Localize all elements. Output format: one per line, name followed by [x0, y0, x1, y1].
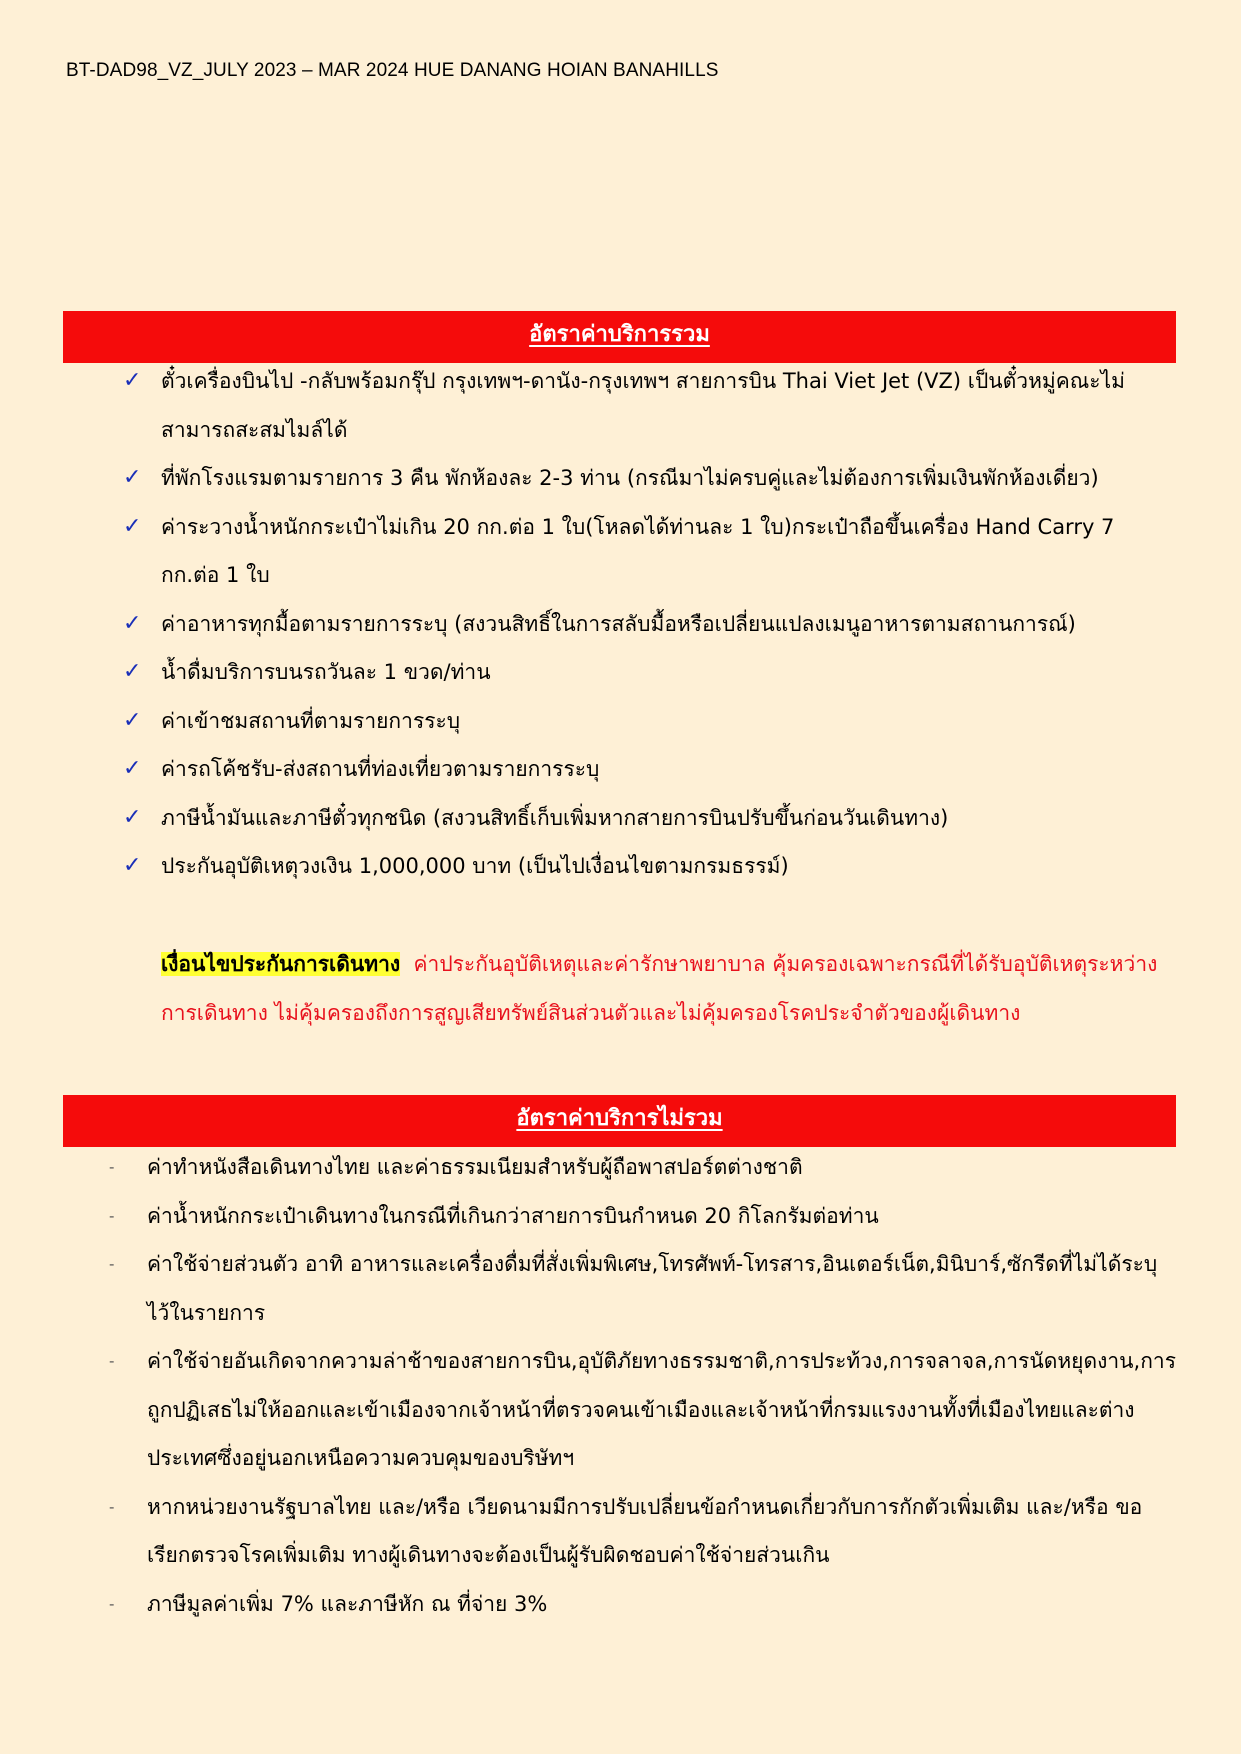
list-item-text: ค่าเข้าชมสถานที่ตามรายการระบุ [161, 708, 461, 733]
check-icon: ✓ [123, 756, 142, 781]
check-icon: ✓ [123, 707, 142, 733]
list-item-text: ประกันอุบัติเหตุวงเงิน 1,000,000 บาท (เป็นไปเงื่อนไขตามกรมธรรม์) [161, 854, 789, 878]
check-icon: ✓ [123, 513, 142, 539]
list-item-text: ค่าทำหนังสือเดินทางไทย และค่าธรรมเนียมสำหรับผู้ถือพาสปอร์ตต่างชาติ [147, 1155, 803, 1179]
list-item-text: ภาษีน้ำมันและภาษีตั๋วทุกชนิด (สงวนสิทธิ์เก็บเพิ่มหากสายการบินปรับขึ้นก่อนวันเดินทาง) [161, 805, 949, 830]
list-item [123, 648, 1176, 697]
list-item [109, 1143, 1177, 1192]
list-item [109, 1192, 1177, 1241]
list-item [123, 357, 1176, 454]
list-item [123, 600, 1176, 649]
insurance-condition [161, 940, 1176, 1037]
list-item-text: ค่าใช้จ่ายอันเกิดจากความล่าช้าของสายการบิน,อุบัติภัยทางธรรมชาติ,การประท้วง,การจลาจล,การนัดหยุดงาน,การถูกปฏิเสธไม่ให้ออกและเข้าเมืองจากเจ้าหน้าที่ตรวจคนเข้าเมืองและเจ้าหน้าที่กรมแรงงานทั้งที่เมืองไทยและต่างประเทศซึ่งอยู่นอกเหนือความควบคุมของบริษัทฯ [147, 1349, 1176, 1470]
check-icon: ✓ [123, 610, 142, 636]
insurance-condition-label: เงื่อนไขประกันการเดินทาง [161, 952, 401, 976]
list-item [109, 1483, 1177, 1580]
included-section-header [63, 311, 1176, 363]
included-title: อัตราค่าบริการรวม [529, 322, 710, 347]
excluded-list [109, 1143, 1177, 1628]
list-item-text: ค่าน้ำหนักกระเป๋าเดินทางในกรณีที่เกินกว่าสายการบินกำหนด 20 กิโลกรัมต่อท่าน [147, 1203, 879, 1228]
list-item-text: ค่ารถโค้ชรับ-ส่งสถานที่ท่องเที่ยวตามรายการระบุ [161, 757, 600, 781]
list-item-text: ที่พักโรงแรมตามรายการ 3 คืน พักห้องละ 2-3 ท่าน (กรณีมาไม่ครบคู่และไม่ต้องการเพิ่มเงินพักห้องเดี่ยว) [161, 466, 1099, 490]
list-item-text: ค่าระวางน้ำหนักกระเป๋าไม่เกิน 20 กก.ต่อ 1 ใบ(โหลดได้ท่านละ 1 ใบ)กระเป๋าถือขึ้นเครื่อง Hand Carry 7 กก.ต่อ 1 ใบ [161, 514, 1115, 587]
list-item [123, 697, 1176, 746]
list-item-text: ค่าใช้จ่ายส่วนตัว อาทิ อาหารและเครื่องดื่มที่สั่งเพิ่มพิเศษ,โทรศัพท์-โทรสาร,อินเตอร์เน็ต,มินิบาร์,ซักรีดที่ไม่ได้ระบุไว้ในรายการ [147, 1252, 1158, 1325]
check-icon: ✓ [123, 465, 142, 490]
list-item [123, 503, 1176, 600]
list-item-text: หากหน่วยงานรัฐบาลไทย และ/หรือ เวียดนามมีการปรับเปลี่ยนข้อกำหนดเกี่ยวกับการกักตัวเพิ่มเติม และ/หรือ ขอเรียกตรวจโรคเพิ่มเติม ทางผู้เดินทางจะต้องเป็นผู้รับผิดชอบค่าใช้จ่ายส่วนเกิน [147, 1494, 1143, 1567]
list-item-text: น้ำดื่มบริการบนรถวันละ 1 ขวด/ท่าน [161, 660, 491, 684]
list-item [123, 454, 1176, 503]
dash-icon: - [109, 1206, 115, 1225]
check-icon: ✓ [123, 804, 142, 830]
included-list [123, 357, 1176, 891]
list-item-text: ภาษีมูลค่าเพิ่ม 7% และภาษีหัก ณ ที่จ่าย 3% [147, 1591, 548, 1616]
list-item-text: ค่าอาหารทุกมื้อตามรายการระบุ (สงวนสิทธิ์ในการสลับมื้อหรือเปลี่ยนแปลงเมนูอาหารตามสถานการณ์) [161, 611, 1076, 636]
list-item-text: ตั๋วเครื่องบินไป -กลับพร้อมกรุ๊ป กรุงเทพฯ-ดานัง-กรุงเทพฯ สายการบิน Thai Viet Jet (VZ) เป็นตั๋วหมู่คณะไม่สามารถสะสมไมล์ได้ [161, 369, 1125, 442]
list-item [109, 1337, 1177, 1483]
list-item [123, 842, 1176, 891]
list-item [123, 794, 1176, 843]
check-icon: ✓ [123, 659, 142, 684]
dash-icon: - [109, 1594, 115, 1613]
insurance-condition-text: ค่าประกันอุบัติเหตุและค่ารักษาพยาบาล คุ้มครองเฉพาะกรณีที่ได้รับอุบัติเหตุระหว่างการเดินทาง ไม่คุ้มครองถึงการสูญเสียทรัพย์สินส่วนตัวและไม่คุ้มครองโรคประจำตัวของผู้เดินทาง [161, 952, 1158, 1025]
dash-icon: - [109, 1352, 115, 1370]
document-code: BT-DAD98_VZ_JULY 2023 – MAR 2024 HUE DANANG HOIAN BANAHILLS [66, 60, 719, 81]
dash-icon: - [109, 1158, 115, 1176]
list-item [109, 1240, 1177, 1337]
list-item [109, 1580, 1177, 1629]
excluded-title: อัตราค่าบริการไม่รวม [516, 1106, 723, 1131]
dash-icon: - [109, 1255, 115, 1273]
excluded-section-header [63, 1095, 1176, 1147]
check-icon: ✓ [123, 368, 142, 393]
check-icon: ✓ [123, 853, 142, 878]
list-item [123, 745, 1176, 794]
dash-icon: - [109, 1497, 115, 1516]
